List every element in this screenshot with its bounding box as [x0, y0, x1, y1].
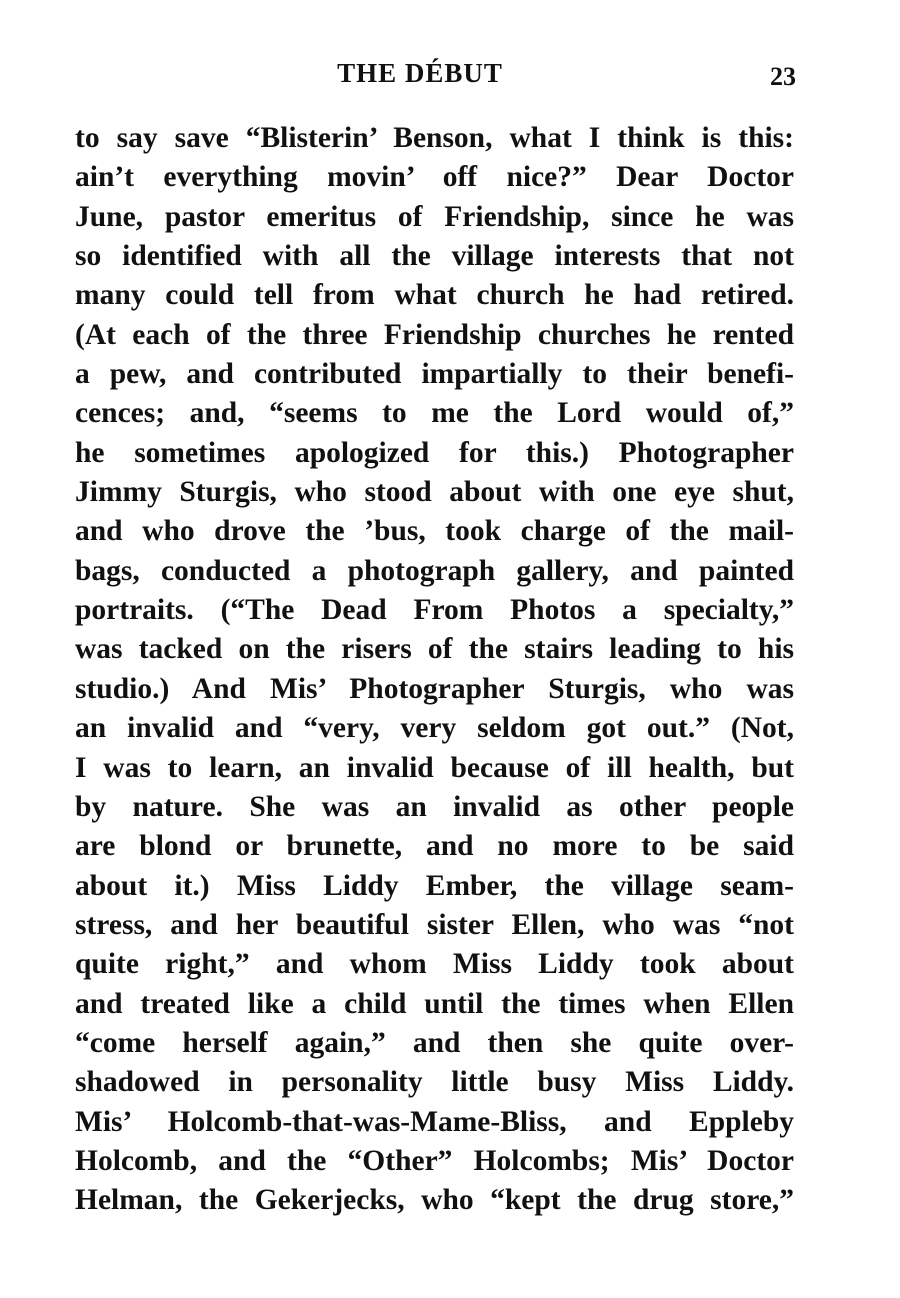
text-line: and who drove the ’bus, took charge of the mail- [75, 515, 794, 548]
text-line: Mis’ Holcomb-that-was-Mame-Bliss, and Eppleby [75, 1105, 794, 1138]
text-line: by nature. She was an invalid as other people [75, 790, 794, 823]
text-line: I was to learn, an invalid because of ill health, but [75, 751, 794, 784]
text-line: shadowed in personality little busy Miss Liddy. [75, 1066, 794, 1099]
body-text [75, 119, 794, 1221]
running-title: THE DÉBUT [337, 58, 503, 88]
text-line: “come herself again,” and then she quite over- [75, 1026, 794, 1059]
text-line: many could tell from what church he had retired. [75, 279, 794, 312]
text-line: portraits. (“The Dead From Photos a specialty,” [75, 594, 794, 627]
page-number: 23 [770, 62, 796, 91]
text-line: a pew, and contributed impartially to their benefi- [75, 358, 794, 391]
text-line: to say save “Blisterin’ Benson, what I think is this: [75, 122, 794, 154]
text-line: and treated like a child until the times when Ellen [75, 987, 794, 1020]
text-line: bags, conducted a photograph gallery, and painted [75, 554, 794, 587]
text-line: June, pastor emeritus of Friendship, since he was [75, 200, 794, 233]
text-line: Helman, the Gekerjecks, who “kept the drug store,” [75, 1184, 794, 1217]
text-line: he sometimes apologized for this.) Photographer [75, 436, 794, 469]
text-line: (At each of the three Friendship churches he rented [75, 318, 794, 351]
text-line: Holcomb, and the “Other” Holcombs; Mis’ Doctor [75, 1144, 794, 1177]
text-line: studio.) And Mis’ Photographer Sturgis, who was [75, 672, 794, 705]
text-line: quite right,” and whom Miss Liddy took about [75, 948, 794, 981]
text-line: ain’t everything movin’ off nice?” Dear Doctor [75, 161, 794, 194]
text-line: was tacked on the risers of the stairs leading to his [75, 633, 794, 666]
text-line: about it.) Miss Liddy Ember, the village seam- [75, 869, 794, 902]
text-line: cences; and, “seems to me the Lord would of,” [75, 397, 794, 430]
text-line: Jimmy Sturgis, who stood about with one eye shut, [75, 476, 794, 509]
text-line: stress, and her beautiful sister Ellen, who was “not [75, 908, 794, 941]
running-head [0, 58, 900, 94]
text-line: an invalid and “very, very seldom got out.” (Not, [75, 712, 794, 745]
text-line: so identified with all the village interests that not [75, 240, 794, 273]
text-line: are blond or brunette, and no more to be said [75, 830, 794, 863]
